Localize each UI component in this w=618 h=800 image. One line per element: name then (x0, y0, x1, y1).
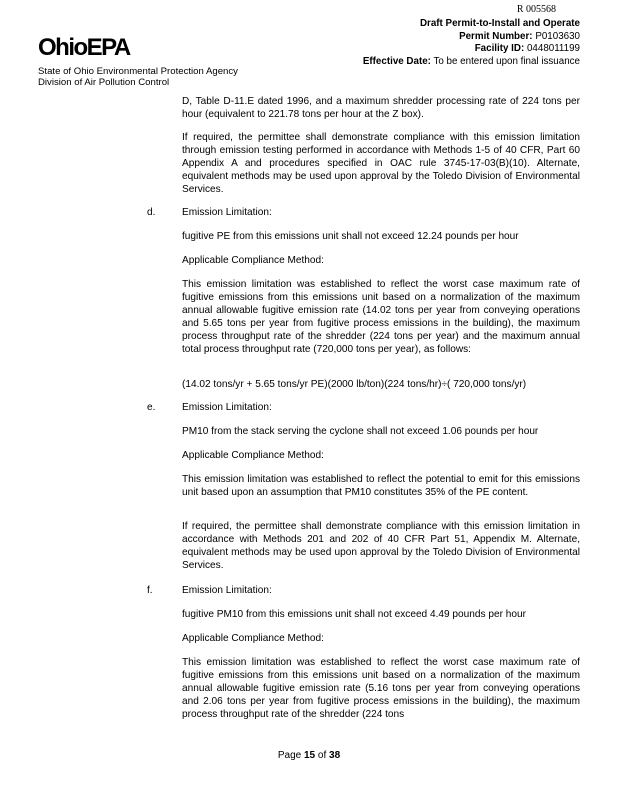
facility-id-label: Facility ID: (474, 43, 525, 55)
item-e-limitation-text: PM10 from the stack serving the cyclone shall not exceed 1.06 pounds per hour (182, 426, 539, 437)
item-d-method-label: Applicable Compliance Method: (182, 255, 324, 266)
item-d-limitation-label: Emission Limitation: (182, 207, 272, 218)
item-e-method-text: This emission limitation was established to reflect the potential to emit for this emissions unit based upon an assumption that PM10 constitutes 35% of the PE content. (182, 474, 580, 498)
division-name: Division of Air Pollution Control (38, 77, 170, 88)
item-d-method-text: This emission limitation was established to reflect the worst case maximum rate of fugitive emissions from this emissions unit based on a normalization of the maximum annual allowable fugitive emission rate (14.02 tons per year from conveying operations and 5.65 tons per year from fugitive process emissions in the building), the maximum process throughput rate of the shredder (224 tons per year) and the maximum annual total process throughput rate (720,000 tons per year), as follows: (182, 279, 580, 355)
permit-number-line (363, 31, 580, 44)
item-e-compliance-text: If required, the permittee shall demonstrate compliance with this emission limitation in accordance with Methods 201 and 202 of 40 CFR Part 51, Appendix M. Alternate, equivalent methods may be used upon approval by the Toledo Division of Environmental Services. (182, 521, 580, 571)
page-prefix: Page (277, 750, 304, 761)
item-e-method-label: Applicable Compliance Method: (182, 450, 324, 461)
item-f-method-label: Applicable Compliance Method: (182, 633, 324, 644)
item-f-limitation-label: Emission Limitation: (182, 585, 272, 596)
ohio-epa-logo: OhioEPA (38, 34, 130, 61)
page-footer (0, 750, 618, 761)
effective-date-line (363, 56, 580, 69)
compliance-testing-paragraph: If required, the permittee shall demonstrate compliance with this emission limitation through emission testing performed in accordance with Methods 1-5 of 40 CFR, Part 60 Appendix A and procedures specified in OAC rule 3745-17-03(B)(10). Alternate, equivalent methods may be used upon approval by the Toledo Division of Environmental Services. (182, 132, 580, 195)
permit-number-label: Permit Number: (459, 30, 533, 42)
item-d-formula: (14.02 tons/yr + 5.65 tons/yr PE)(2000 lb/ton)(224 tons/hr)÷( 720,000 tons/yr) (182, 379, 527, 390)
facility-id: 0448011199 (526, 43, 580, 55)
permit-header (363, 18, 580, 68)
agency-name: State of Ohio Environmental Protection Agency (38, 66, 238, 77)
item-d-limitation-text: fugitive PE from this emissions unit shall not exceed 12.24 pounds per hour (182, 231, 519, 242)
page-of: of (315, 750, 330, 761)
item-e-limitation-label: Emission Limitation: (182, 402, 272, 413)
continuation-paragraph: D, Table D-11.E dated 1996, and a maximum shredder processing rate of 224 tons per hour (equivalent to 221.78 tons per hour at the Z box). (182, 96, 580, 120)
effective-date: To be entered upon final issuance (433, 55, 580, 67)
permit-number: P0103630 (535, 30, 580, 42)
agency-block (38, 66, 238, 88)
reference-number: R 005568 (516, 4, 556, 15)
permit-title: Draft Permit-to-Install and Operate (419, 18, 580, 29)
item-f-letter: f. (147, 585, 153, 596)
effective-date-label: Effective Date: (362, 55, 431, 67)
item-e-letter: e. (147, 402, 156, 413)
item-f-method-text: This emission limitation was established to reflect the worst case maximum rate of fugitive emissions from this emissions unit based on a normalization of the maximum annual allowable fugitive emission rate (5.16 tons per year from conveying operations and 2.06 tons per year from fugitive process emissions in the building), the maximum process throughput rate of the shredder (224 tons (182, 657, 580, 720)
facility-id-line (363, 43, 580, 56)
item-f-limitation-text: fugitive PM10 from this emissions unit shall not exceed 4.49 pounds per hour (182, 609, 526, 620)
page-number: 15 (303, 750, 316, 761)
item-d-letter: d. (147, 207, 156, 218)
page-total: 38 (329, 750, 341, 761)
